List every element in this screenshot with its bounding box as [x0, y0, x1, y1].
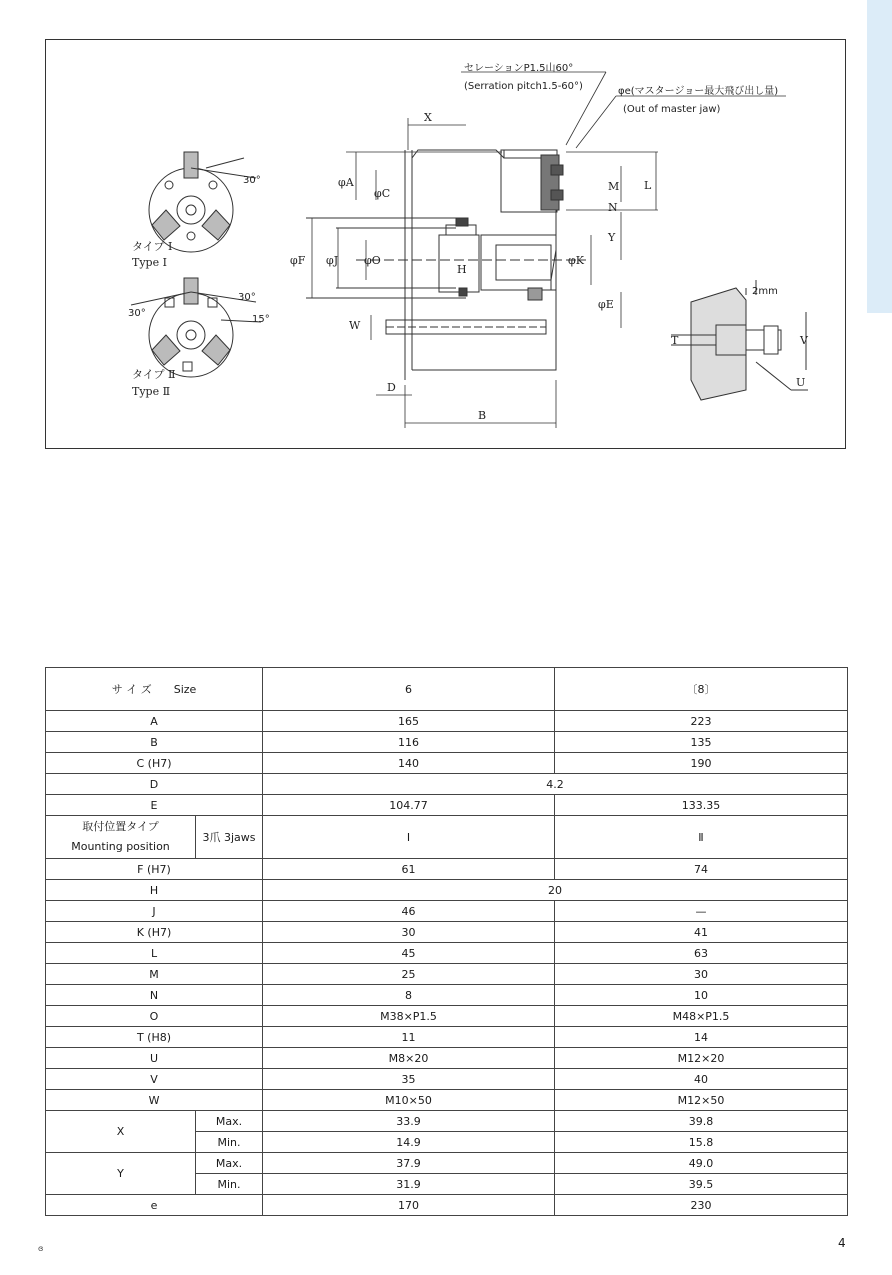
- row-value-8: 74: [555, 859, 848, 880]
- row-value-6: 116: [263, 732, 555, 753]
- row-value-8: 135: [555, 732, 848, 753]
- row-label: M: [46, 964, 263, 985]
- row-value-6: 170: [263, 1195, 555, 1216]
- row-label: O: [46, 1006, 263, 1027]
- out-jp-text: φe(マスタージョー最大飛び出し量): [618, 86, 779, 97]
- dim-u-label: U: [796, 376, 806, 389]
- row-label: T (H8): [46, 1027, 263, 1048]
- dim-b-label: B: [478, 409, 487, 422]
- dim-j-label: φJ: [326, 254, 339, 267]
- dim-2mm-label: 2mm: [752, 286, 778, 297]
- dim-y-label: Y: [608, 231, 616, 244]
- detail-view: [671, 280, 808, 400]
- y-min-8: 39.5: [555, 1174, 848, 1195]
- mounting-row: [46, 816, 848, 859]
- page-number: 4: [838, 1236, 846, 1250]
- dim-d-label: D: [387, 381, 396, 394]
- type2-angle-right-label: 30°: [238, 292, 256, 303]
- dim-l-label: L: [644, 179, 652, 192]
- size-header: サ イ ズ Size: [46, 668, 263, 711]
- row-value-8: 41: [555, 922, 848, 943]
- row-value-8: M12×50: [555, 1090, 848, 1111]
- table-row: [46, 1111, 848, 1132]
- dim-x-label: X: [424, 111, 432, 124]
- table-row: [46, 1048, 848, 1069]
- table-row: [46, 711, 848, 732]
- row-value-8: 14: [555, 1027, 848, 1048]
- row-label: W: [46, 1090, 263, 1111]
- row-label: E: [46, 795, 263, 816]
- y-max-6: 37.9: [263, 1153, 555, 1174]
- row-value-8: 30: [555, 964, 848, 985]
- row-value-6: M10×50: [263, 1090, 555, 1111]
- table-row: [46, 859, 848, 880]
- dim-k-label: φK: [568, 254, 584, 267]
- table-row: [46, 1195, 848, 1216]
- table-row: [46, 880, 848, 901]
- table-row: [46, 1153, 848, 1174]
- row-value-6: 11: [263, 1027, 555, 1048]
- y-min-6: 31.9: [263, 1174, 555, 1195]
- x-max-8: 39.8: [555, 1111, 848, 1132]
- table-row: [46, 1027, 848, 1048]
- row-value-6: 61: [263, 859, 555, 880]
- dim-w-label: W: [349, 319, 361, 332]
- row-value-8: M48×P1.5: [555, 1006, 848, 1027]
- row-value: 20: [263, 880, 848, 901]
- row-value-6: 30: [263, 922, 555, 943]
- mounting-sub: 3爪 3jaws: [196, 816, 263, 859]
- row-value-6: 140: [263, 753, 555, 774]
- mounting-label-jp: 取付位置タイプ: [82, 820, 159, 833]
- mounting-value-6: Ⅰ: [263, 816, 555, 859]
- row-value-6: M38×P1.5: [263, 1006, 555, 1027]
- type2-angle-left-label: 30°: [128, 308, 146, 319]
- row-value-6: M8×20: [263, 1048, 555, 1069]
- row-label: U: [46, 1048, 263, 1069]
- row-label: C (H7): [46, 753, 263, 774]
- dim-f-label: φF: [290, 254, 306, 267]
- row-value-8: 63: [555, 943, 848, 964]
- table-row: [46, 901, 848, 922]
- dim-c-label: φC: [374, 187, 391, 200]
- dim-e-label: φE: [598, 298, 614, 311]
- row-value-6: 165: [263, 711, 555, 732]
- table-row: [46, 1090, 848, 1111]
- row-value-8: —: [555, 901, 848, 922]
- type1-angle-label: 30°: [243, 175, 261, 186]
- footer-mark: ɞ: [38, 1244, 44, 1253]
- table-row: [46, 922, 848, 943]
- dim-o-label: φO: [364, 254, 381, 267]
- row-label: L: [46, 943, 263, 964]
- size-6-header: 6: [263, 668, 555, 711]
- row-value-6: 8: [263, 985, 555, 1006]
- row-label-y: Y: [46, 1153, 196, 1195]
- table-row: [46, 774, 848, 795]
- row-value-6: 104.77: [263, 795, 555, 816]
- row-value-6: 25: [263, 964, 555, 985]
- x-min-6: 14.9: [263, 1132, 555, 1153]
- type1-jp-label: タイプ Ⅰ: [132, 240, 173, 253]
- row-value-8: 40: [555, 1069, 848, 1090]
- row-value-6: 35: [263, 1069, 555, 1090]
- row-label-x: X: [46, 1111, 196, 1153]
- row-value-8: 223: [555, 711, 848, 732]
- min-label: Min.: [196, 1132, 263, 1153]
- type1-chuck-view: [149, 152, 256, 252]
- side-tab: [867, 0, 892, 313]
- row-value-8: 133.35: [555, 795, 848, 816]
- row-value: 4.2: [263, 774, 848, 795]
- row-value-8: 190: [555, 753, 848, 774]
- row-value-6: 46: [263, 901, 555, 922]
- row-label: N: [46, 985, 263, 1006]
- table-row: [46, 943, 848, 964]
- mounting-label: [46, 816, 196, 859]
- row-value-8: 230: [555, 1195, 848, 1216]
- drawing-svg: [46, 40, 847, 450]
- max-label: Max.: [196, 1111, 263, 1132]
- dim-m-label: M: [608, 180, 620, 193]
- dim-h-label: H: [457, 263, 467, 276]
- row-label: K (H7): [46, 922, 263, 943]
- type1-en-label: Type Ⅰ: [132, 256, 167, 269]
- row-label: A: [46, 711, 263, 732]
- max-label: Max.: [196, 1153, 263, 1174]
- table-row: [46, 1069, 848, 1090]
- row-label: e: [46, 1195, 263, 1216]
- x-min-8: 15.8: [555, 1132, 848, 1153]
- type2-en-label: Type Ⅱ: [132, 385, 171, 398]
- row-value-8: M12×20: [555, 1048, 848, 1069]
- dim-t-label: T: [671, 334, 679, 347]
- row-label: J: [46, 901, 263, 922]
- table-header-row: [46, 668, 848, 711]
- table-row: [46, 753, 848, 774]
- x-max-6: 33.9: [263, 1111, 555, 1132]
- row-value-6: 45: [263, 943, 555, 964]
- row-label: B: [46, 732, 263, 753]
- table-row: [46, 1006, 848, 1027]
- out-en-text: (Out of master jaw): [623, 104, 721, 115]
- min-label: Min.: [196, 1174, 263, 1195]
- dim-v-label: V: [800, 334, 808, 347]
- table-row: [46, 985, 848, 1006]
- mounting-label-en: Mounting position: [71, 840, 170, 853]
- spec-table: [45, 667, 848, 1216]
- y-max-8: 49.0: [555, 1153, 848, 1174]
- row-label: F (H7): [46, 859, 263, 880]
- table-row: [46, 732, 848, 753]
- mounting-value-8: Ⅱ: [555, 816, 848, 859]
- serration-en-text: (Serration pitch1.5-60°): [464, 81, 583, 92]
- type2-angle-15-label: 15°: [252, 314, 270, 325]
- row-label: D: [46, 774, 263, 795]
- row-label: V: [46, 1069, 263, 1090]
- row-label: H: [46, 880, 263, 901]
- type2-jp-label: タイプ Ⅱ: [132, 368, 176, 381]
- row-value-8: 10: [555, 985, 848, 1006]
- technical-drawing: [45, 39, 846, 449]
- table-row: [46, 795, 848, 816]
- dim-n-label: N: [608, 201, 618, 214]
- serration-jp-text: セレーションP1.5山60°: [464, 63, 574, 74]
- dim-a-label: φA: [338, 176, 354, 189]
- size-8-header: 〔8〕: [555, 668, 848, 711]
- table-row: [46, 964, 848, 985]
